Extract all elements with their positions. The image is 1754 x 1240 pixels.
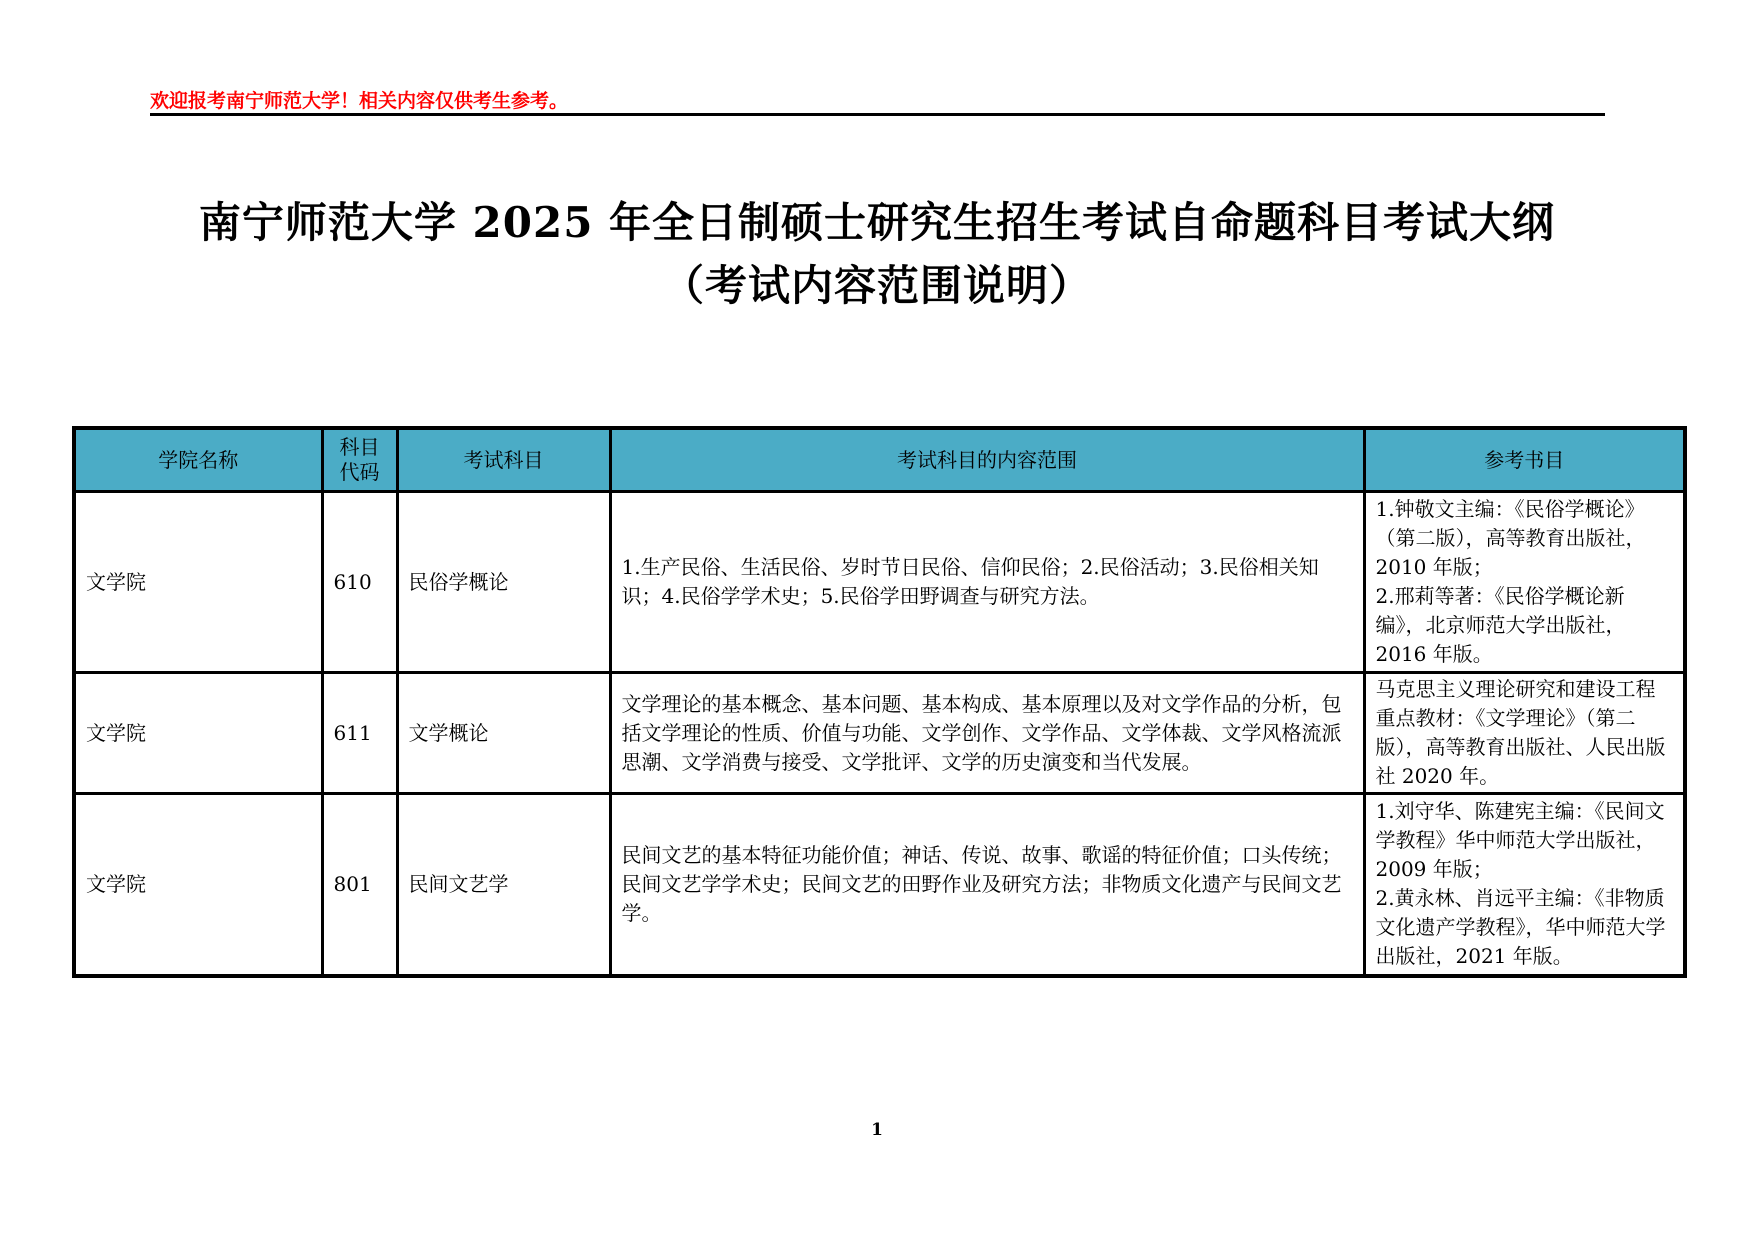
reference-item: 2.邢莉等著：《民俗学概论新编》，北京师范大学出版社，2016 年版。 (1375, 584, 1626, 666)
code-cell: 801 (322, 794, 397, 976)
reference-item: 1.刘守华、陈建宪主编：《民间文学教程》华中师范大学出版社，2009 年版； (1375, 799, 1665, 882)
header-divider (150, 113, 1605, 116)
scope-cell: 文学理论的基本概念、基本问题、基本构成、基本原理以及对文学作品的分析，包括文学理论的性质、价值与功能、文学创作、文学作品、文学体裁、文学风格流派思潮、文学消费与接受、文学批评、文学的历史演变和当代发展。 (610, 673, 1364, 794)
exam-syllabus-table (72, 426, 1687, 978)
column-header-scope: 考试科目的内容范围 (610, 428, 1364, 492)
header-notice: 欢迎报考南宁师范大学！相关内容仅供考生参考。 (150, 90, 569, 112)
subject-cell: 民俗学概论 (397, 492, 610, 673)
scope-cell: 1.生产民俗、生活民俗、岁时节日民俗、信仰民俗；2.民俗活动；3.民俗相关知识；4.民俗学学术史；5.民俗学田野调查与研究方法。 (610, 492, 1364, 673)
reference-item: 2.黄永林、肖远平主编：《非物质文化遗产学教程》，华中师范大学出版社，2021 年版。 (1375, 886, 1666, 969)
scope-cell: 民间文艺的基本特征功能价值；神话、传说、故事、歌谣的特征价值；口头传统；民间文艺学学术史；民间文艺的田野作业及研究方法；非物质文化遗产与民间文艺学。 (610, 794, 1364, 976)
page-subtitle: （考试内容范围说明） (661, 261, 1092, 310)
page-number: 1 (871, 1120, 883, 1140)
code-cell: 610 (322, 492, 397, 673)
reference-item: 马克思主义理论研究和建设工程重点教材：《文学理论》（第二版），高等教育出版社、人民出版社 2020 年。 (1375, 677, 1666, 788)
column-header-code-line1: 科目 (339, 435, 380, 459)
table-row (74, 492, 1685, 673)
reference-item: 1.钟敬文主编：《民俗学概论》（第二版），高等教育出版社，2010 年版； (1375, 497, 1646, 579)
column-header-references: 参考书目 (1364, 428, 1685, 492)
college-cell: 文学院 (74, 794, 322, 976)
subject-cell: 民间文艺学 (397, 794, 610, 976)
column-header-subject: 考试科目 (397, 428, 610, 492)
table-row (74, 794, 1685, 976)
references-cell (1364, 794, 1685, 976)
column-header-code (322, 428, 397, 492)
page-title: 南宁师范大学 2025 年全日制硕士研究生招生考试自命题科目考试大纲 (198, 198, 1556, 247)
college-cell: 文学院 (74, 492, 322, 673)
subject-cell: 文学概论 (397, 673, 610, 794)
table-header-row (74, 428, 1685, 492)
references-cell (1364, 673, 1685, 794)
column-header-college: 学院名称 (74, 428, 322, 492)
column-header-code-line2: 代码 (339, 460, 380, 484)
references-cell (1364, 492, 1685, 673)
table-row (74, 673, 1685, 794)
college-cell: 文学院 (74, 673, 322, 794)
code-cell: 611 (322, 673, 397, 794)
